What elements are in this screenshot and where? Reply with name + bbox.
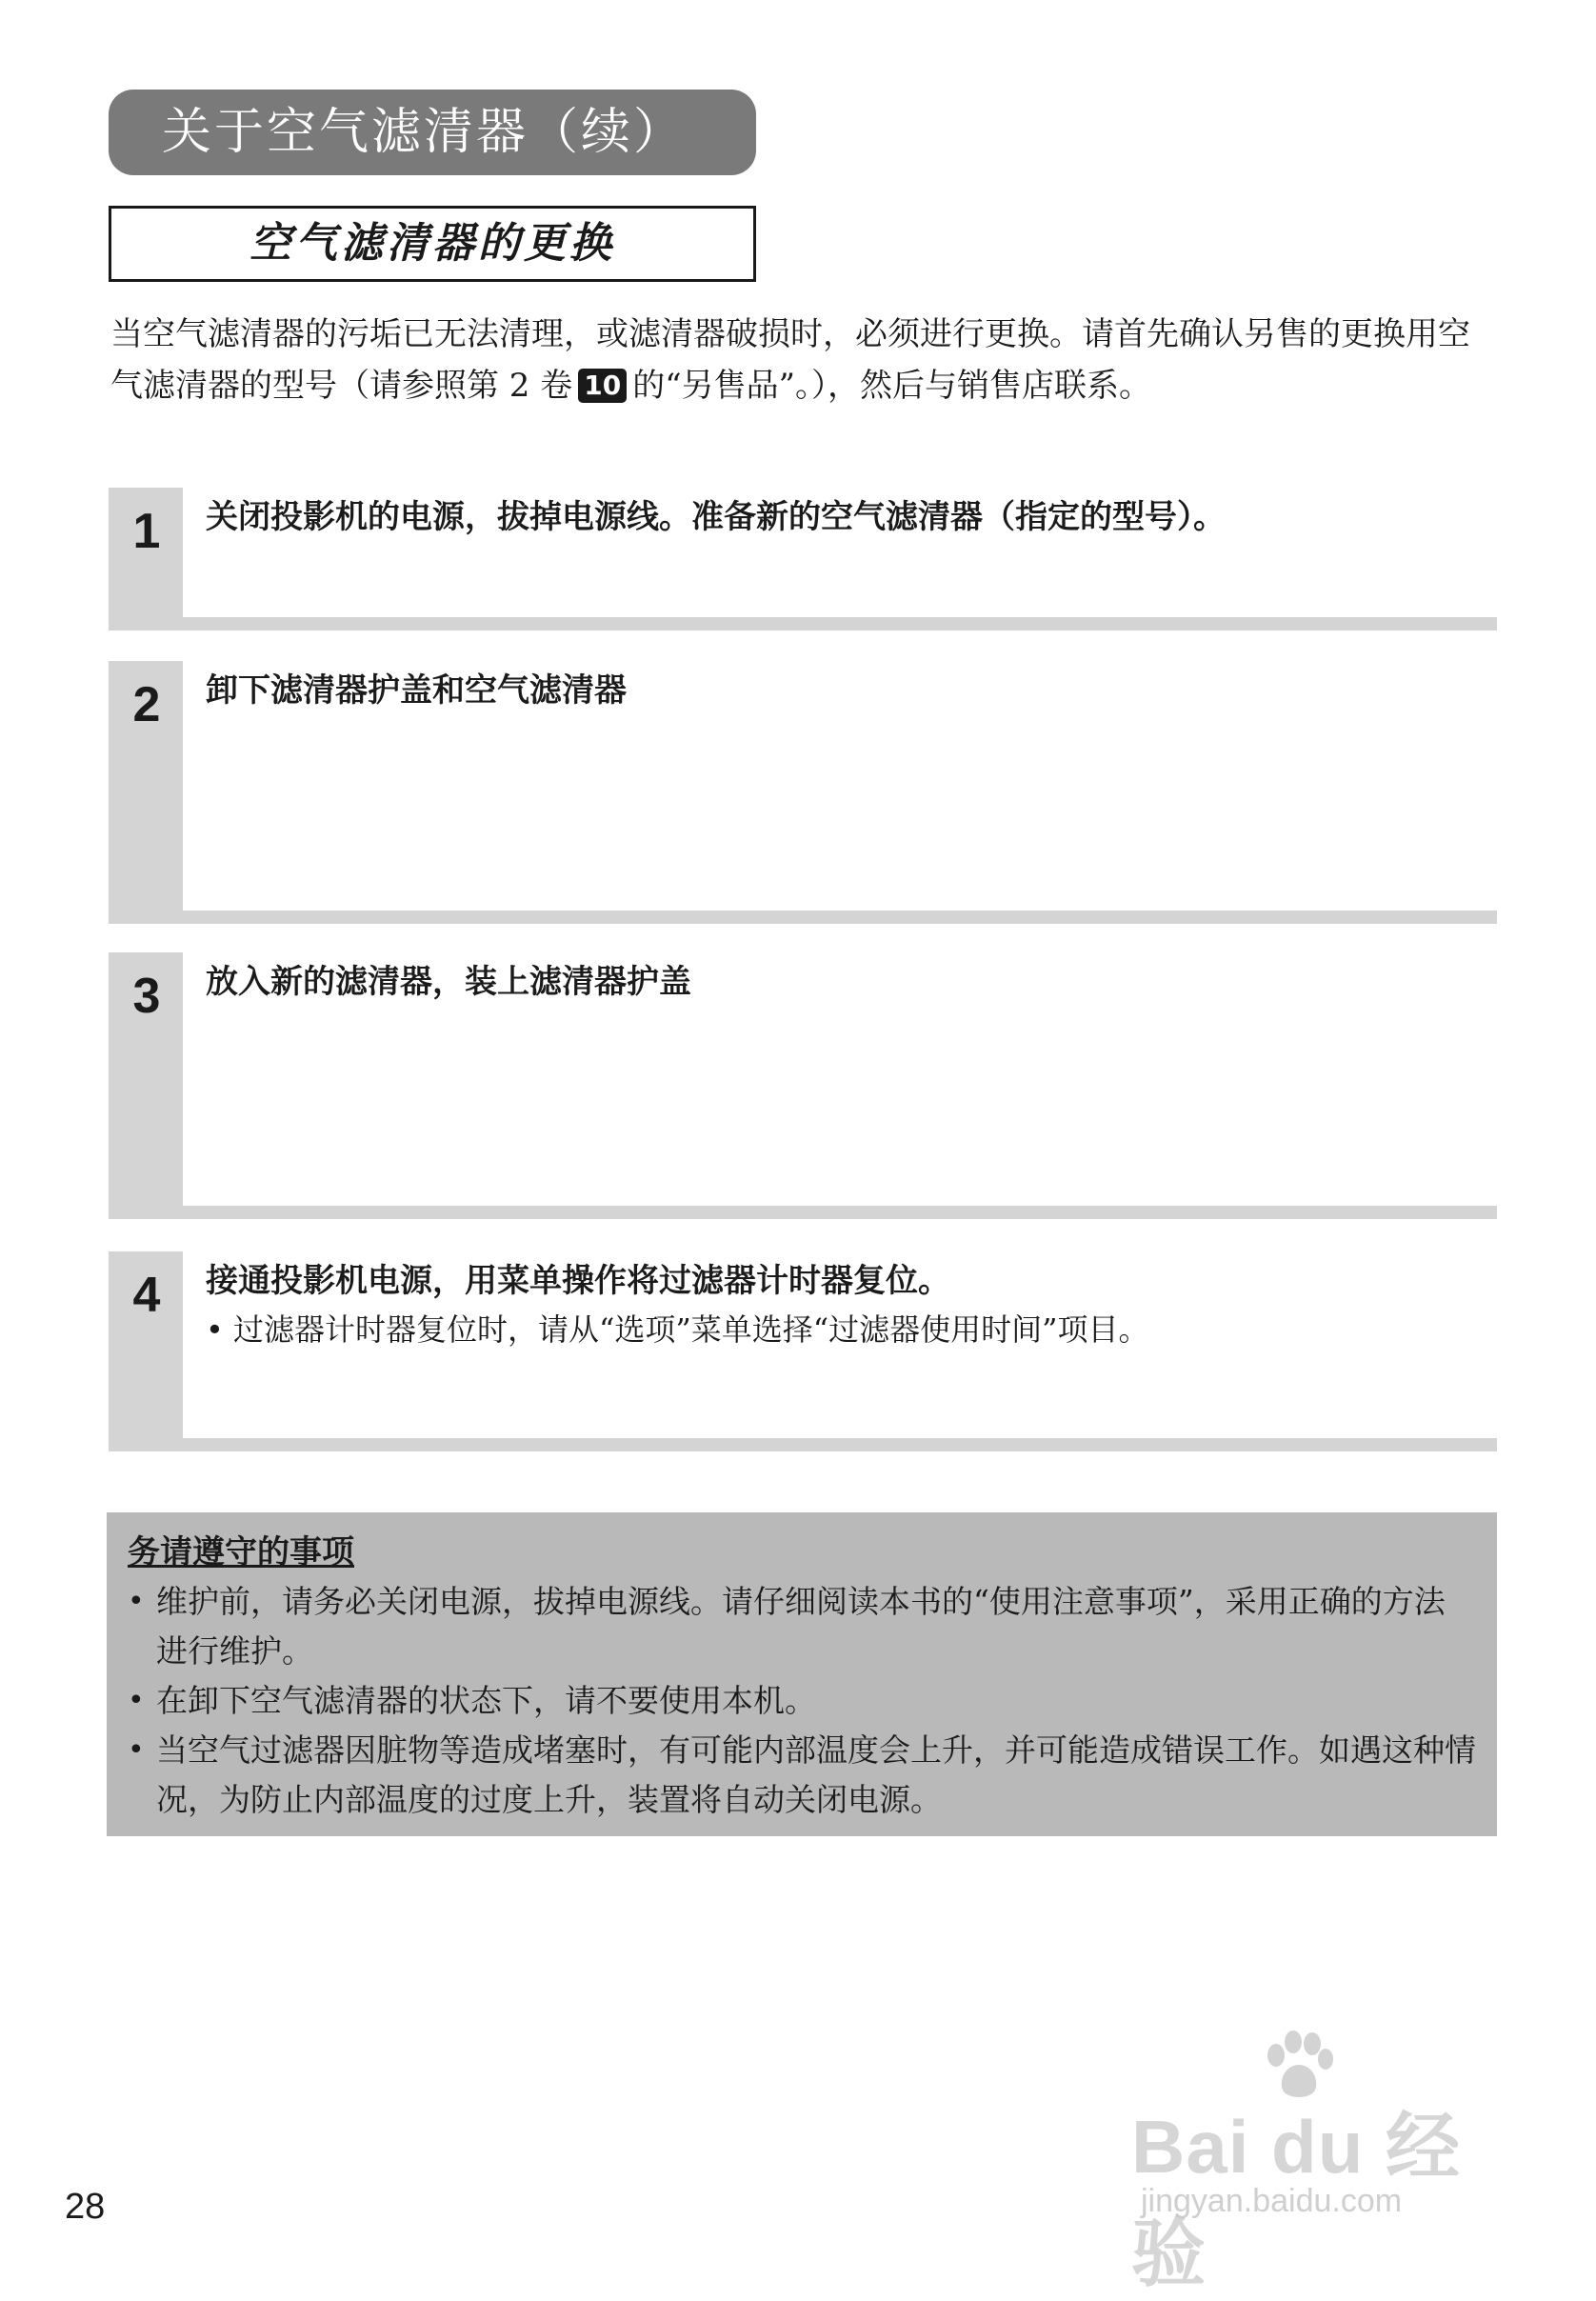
notice-box [107,1512,1497,1836]
notice-title: 务请遵守的事项 [128,1533,354,1571]
baidu-watermark [1131,2029,1512,2295]
intro-text-part1: 当空气滤清器的污垢已无法清理，或滤清器破损时，必须进行更换。请首先确认另售的更换用空气滤清器的型号（请参照第 2 卷 [110,315,1470,405]
step-text: 接通投影机电源，用菜单操作将过滤器计时器复位。 [206,1262,950,1300]
step-number: 3 [132,969,161,1024]
notice-item-text: 维护前，请务必关闭电源，拔掉电源线。请仔细阅读本书的“使用注意事项”，采用正确的方法进行维护。 [156,1583,1446,1670]
section-title: 关于空气滤清器（续） [109,90,756,175]
volume-ref-badge: 10 [578,369,627,403]
step-4 [109,1251,1497,1451]
notice-item-text: 在卸下空气滤清器的状态下，请不要使用本机。 [156,1682,816,1719]
notice-item-text: 当空气过滤器因脏物等造成堵塞时，有可能内部温度会上升，并可能造成错误工作。如遇这种情况，为防止内部温度的过度上升，装置将自动关闭电源。 [156,1731,1476,1818]
step-number: 4 [132,1268,161,1323]
subsection-title: 空气滤清器的更换 [109,206,756,282]
watermark-url: jingyan.baidu.com [1141,2183,1403,2219]
step-2 [109,661,1497,924]
bullet: • [128,1684,145,1717]
notice-list [128,1577,1476,1825]
step-text: 卸下滤清器护盖和空气滤清器 [206,671,627,710]
intro-text-part2: 的“另售品”。），然后与销售店联系。 [632,367,1151,405]
notice-item [128,1577,1476,1676]
step-text: 关闭投影机的电源，拔掉电源线。准备新的空气滤清器（指定的型号）。 [206,498,1226,536]
step-note [206,1307,1478,1352]
step-number: 2 [132,677,161,732]
watermark-brand: Bai du 经验 [1131,2105,1462,2295]
step-1 [109,488,1497,630]
step-text: 放入新的滤清器，装上滤清器护盖 [206,963,691,1001]
bullet: • [128,1733,145,1767]
step-number: 1 [132,504,161,559]
bullet: • [128,1585,145,1618]
intro-paragraph [110,309,1491,411]
step-note-text: 过滤器计时器复位时，请从“选项”菜单选择“过滤器使用时间”项目。 [233,1311,1149,1348]
page-number: 28 [65,2187,106,2227]
step-3 [109,952,1497,1219]
notice-item [128,1726,1476,1825]
notice-item [128,1676,1476,1726]
bullet: • [206,1311,224,1348]
